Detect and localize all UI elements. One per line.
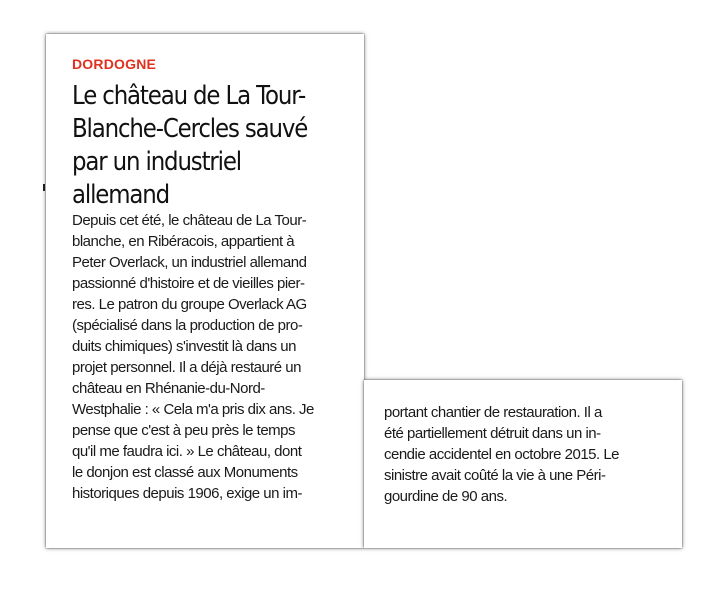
article-headline: Le château de La Tour-Blanche-Cercles sauvé par un industriel allemand	[72, 81, 308, 210]
scan-mark	[43, 184, 45, 191]
section-kicker: DORDOGNE	[72, 56, 157, 72]
article-body-part1: Depuis cet été, le château de La Tour- blanche, en Ribéracois, appartient à Peter Overlack, un industriel allemand passionné d'histoire et de vieilles pier- res. Le patron du groupe Overlack AG (spécialisé dans la production de pro- duits chimiques) s'investit là dans un projet personnel. Il a déjà restauré un château en Rhénanie-du-Nord- Westphalie : « Cela m'a pris dix ans. Je pense que c'est à peu près le temps qu'il me faudra ici. » Le château, dont le donjon est classé aux Monuments historiques depuis 1906, exige un im-	[72, 212, 314, 502]
article-body-part2: portant chantier de restauration. Il a été partiellement détruit dans un in- cendie accidentel en octobre 2015. Le sinistre avait coûté la vie à une Péri- gourdine de 90 ans.	[384, 404, 620, 505]
article-clipping-continuation	[364, 380, 682, 548]
article-clipping-main	[46, 34, 364, 548]
